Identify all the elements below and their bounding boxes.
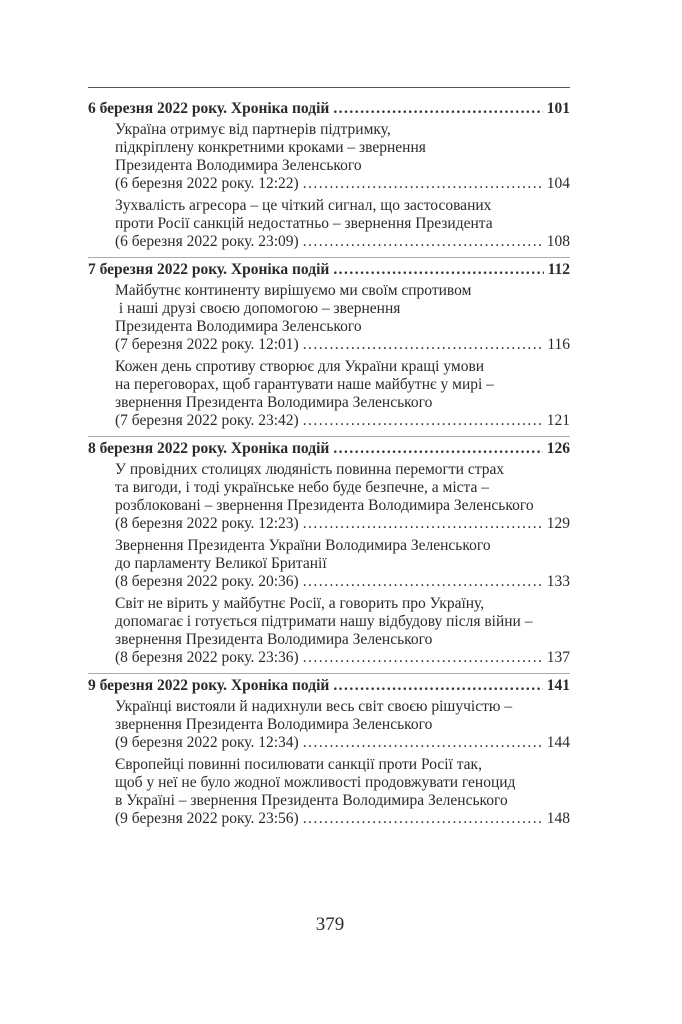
entry-page: 108 [546, 233, 570, 250]
dot-leader [303, 573, 543, 591]
chapter-heading[interactable] [88, 677, 570, 695]
toc-entry[interactable] [115, 595, 570, 667]
dot-leader [303, 175, 543, 193]
dot-leader [303, 233, 543, 251]
entry-page: 116 [547, 336, 570, 353]
entry-line: (7 березня 2022 року. 23:42) [115, 412, 299, 429]
chapter-page: 112 [547, 261, 570, 278]
entry-line: звернення Президента Володимира Зеленського [115, 394, 433, 411]
toc-chapter [88, 673, 570, 834]
entry-line: розблоковані – звернення Президента Володимира Зеленського [115, 497, 534, 514]
entry-line: Україна отримує від партнерів підтримку, [115, 121, 391, 138]
dot-leader [303, 649, 543, 667]
entry-page: 129 [546, 515, 570, 532]
entry-page: 104 [546, 175, 570, 192]
entry-line: Майбутнє континенту вирішуємо ми своїм спротивом [115, 282, 472, 299]
entry-line: (6 березня 2022 року. 12:22) [115, 175, 299, 192]
chapter-page: 126 [546, 440, 570, 457]
toc-entry[interactable] [115, 197, 570, 251]
chapter-heading[interactable] [88, 261, 570, 279]
entry-line: щоб у неї не було жодної можливості продовжувати геноцид [115, 774, 516, 791]
entry-line: (8 березня 2022 року. 20:36) [115, 573, 299, 590]
entry-line: підкріплену конкретними кроками – звернення [115, 139, 426, 156]
entry-line: допомагає і готується підтримати нашу відбудову після війни – [115, 613, 533, 630]
entry-last-line [115, 810, 570, 828]
chapter-page: 141 [546, 677, 570, 694]
entry-last-line [115, 573, 570, 591]
dot-leader [303, 734, 543, 752]
toc-chapter [88, 257, 570, 436]
entry-line: (9 березня 2022 року. 23:56) [115, 810, 299, 827]
toc-entry[interactable] [115, 537, 570, 591]
entry-page: 148 [546, 810, 570, 827]
dot-leader [333, 677, 542, 695]
chapter-title: 6 березня 2022 року. Хроніка подій [88, 100, 330, 117]
entry-page: 133 [546, 573, 570, 590]
dot-leader [303, 336, 544, 354]
entry-page: 137 [546, 649, 570, 666]
entry-line: (9 березня 2022 року. 12:34) [115, 734, 299, 751]
entry-line: Світ не вірить у майбутнє Росії, а говорить про Україну, [115, 595, 485, 612]
entry-page: 144 [546, 734, 570, 751]
entry-line: Президента Володимира Зеленського [115, 157, 362, 174]
toc-entry[interactable] [115, 121, 570, 193]
entry-line: Українці вистояли й надихнули весь світ своєю рішучістю – [115, 698, 513, 715]
entry-last-line [115, 233, 570, 251]
dot-leader [303, 412, 543, 430]
entry-line: (8 березня 2022 року. 23:36) [115, 649, 299, 666]
entry-line: Європейці повинні посилювати санкції проти Росії так, [115, 756, 482, 773]
toc-entry[interactable] [115, 756, 570, 828]
entry-line: проти Росії санкцій недостатньо – звернення Президента [115, 215, 493, 232]
entry-line: (6 березня 2022 року. 23:09) [115, 233, 299, 250]
entry-last-line [115, 515, 570, 533]
chapter-title: 9 березня 2022 року. Хроніка подій [88, 677, 330, 694]
entry-line: (8 березня 2022 року. 12:23) [115, 515, 299, 532]
toc-entry[interactable] [115, 282, 570, 354]
entry-line: та вигоди, і тоді українське небо буде безпечне, а міста – [115, 479, 490, 496]
entry-line: У провідних столицях людяність повинна перемогти страх [115, 461, 505, 478]
toc-chapter [88, 97, 570, 257]
dot-leader [303, 810, 543, 828]
entry-line: до парламенту Великої Британії [115, 555, 327, 572]
entry-line: на переговорах, щоб гарантувати наше майбутнє у мирі – [115, 376, 494, 393]
entry-line: (7 березня 2022 року. 12:01) [115, 336, 299, 353]
entry-line: звернення Президента Володимира Зеленського [115, 631, 433, 648]
entry-line: Звернення Президента України Володимира Зеленського [115, 537, 491, 554]
entry-line: Зухвалість агресора – це чіткий сигнал, що застосованих [115, 197, 492, 214]
entry-line: в Україні – звернення Президента Володимира Зеленського [115, 792, 508, 809]
entry-last-line [115, 336, 570, 354]
dot-leader [333, 440, 542, 458]
toc-entry[interactable] [115, 698, 570, 752]
toc-entry[interactable] [115, 461, 570, 533]
toc-chapter [88, 436, 570, 673]
page-number: 379 [315, 914, 345, 935]
chapter-heading[interactable] [88, 100, 570, 118]
dot-leader [303, 515, 543, 533]
entry-last-line [115, 649, 570, 667]
entry-page: 121 [546, 412, 570, 429]
toc-entry[interactable] [115, 358, 570, 430]
chapter-heading[interactable] [88, 440, 570, 458]
entry-line: Президента Володимира Зеленського [115, 318, 362, 335]
table-of-contents [88, 97, 570, 834]
entry-last-line [115, 175, 570, 193]
entry-last-line [115, 734, 570, 752]
entry-last-line [115, 412, 570, 430]
dot-leader [333, 261, 543, 279]
entry-line: і наші друзі своєю допомогою – звернення [115, 300, 401, 317]
chapter-title: 7 березня 2022 року. Хроніка подій [88, 261, 330, 278]
dot-leader [333, 100, 542, 118]
entry-line: Кожен день спротиву створює для України кращі умови [115, 358, 485, 375]
chapter-page: 101 [546, 100, 570, 117]
chapter-title: 8 березня 2022 року. Хроніка подій [88, 440, 330, 457]
header-rule [88, 87, 570, 88]
entry-line: звернення Президента Володимира Зеленського [115, 716, 433, 733]
